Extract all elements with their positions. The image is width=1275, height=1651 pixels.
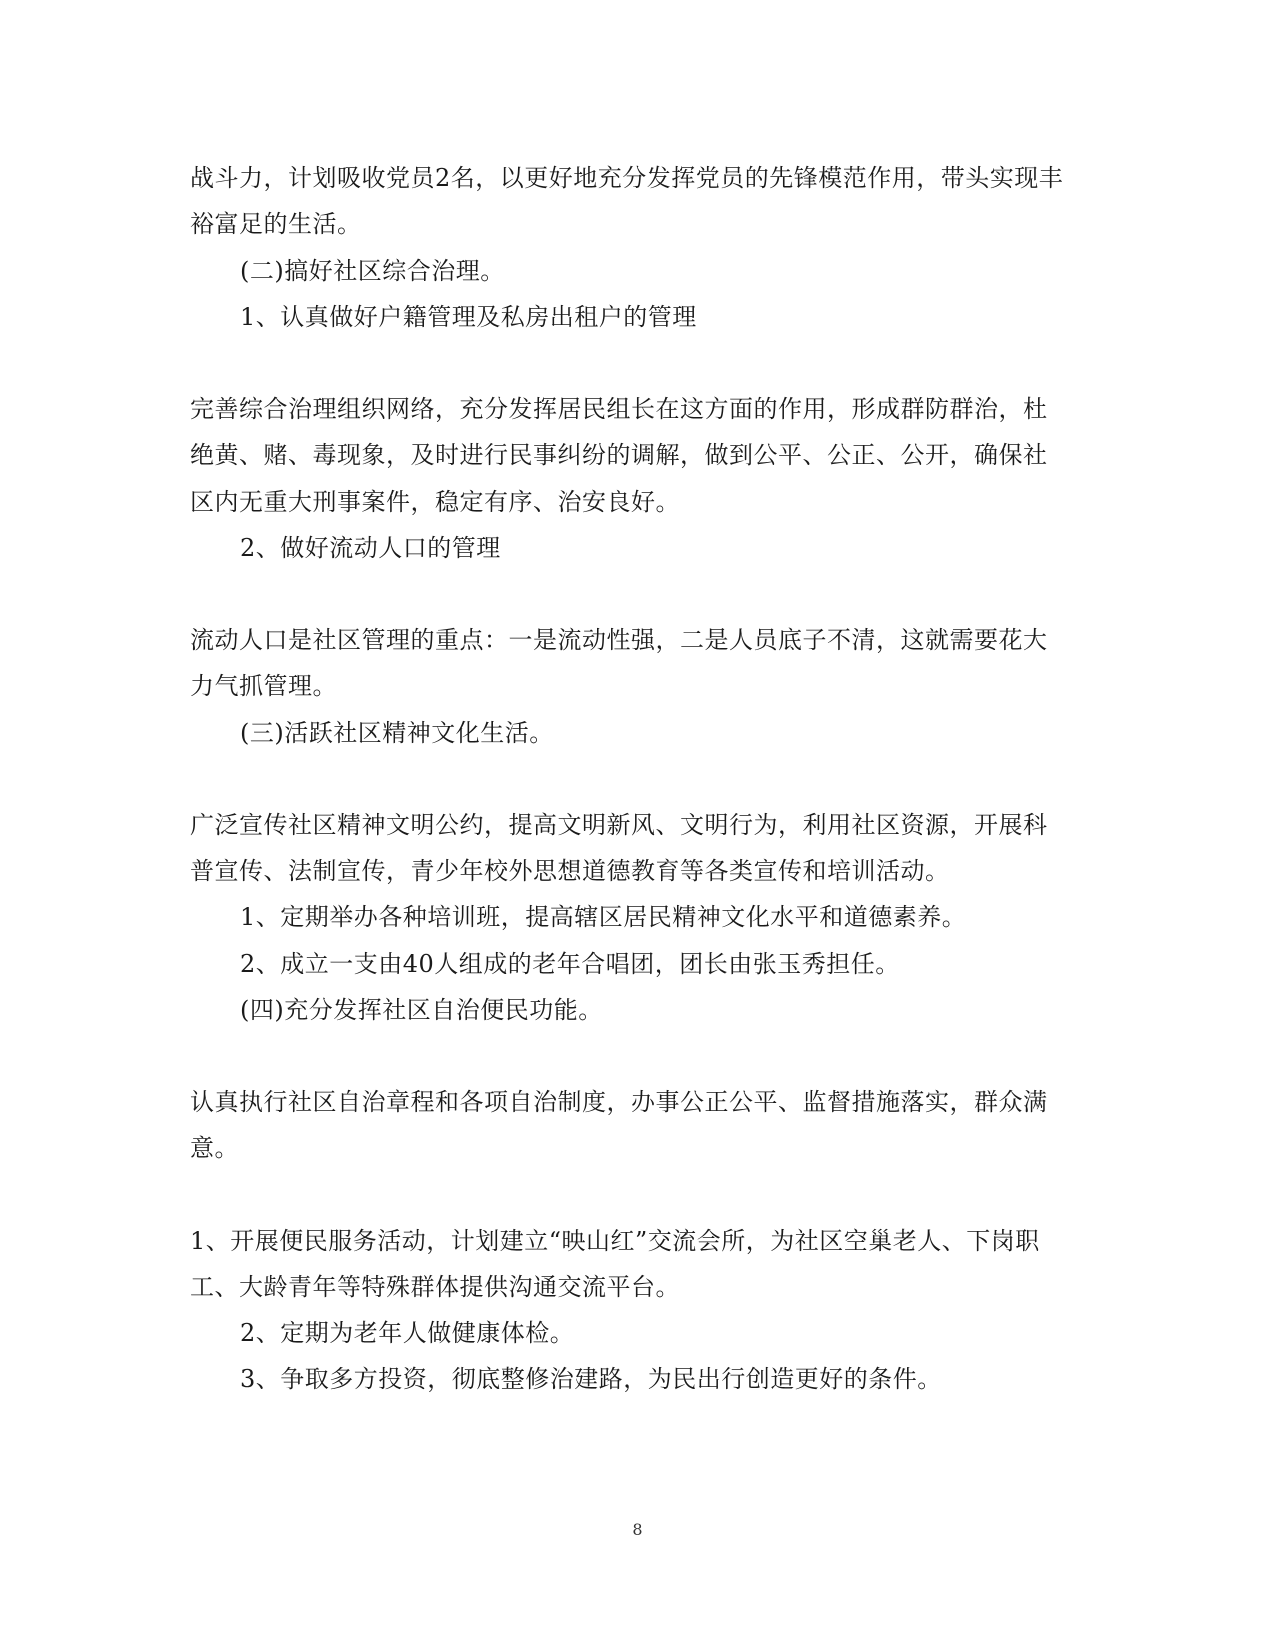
- paragraph-line: 认真执行社区自治章程和各项自治制度，办事公正公平、监督措施落实，群众满: [190, 1088, 1048, 1116]
- paragraph-line: 广泛宣传社区精神文明公约，提高文明新风、文明行为，利用社区资源，开展科: [190, 811, 1048, 839]
- list-item: 2、定期为老年人做健康体检。: [240, 1319, 575, 1347]
- paragraph-line: 普宣传、法制宣传，青少年校外思想道德教育等各类宣传和培训活动。: [190, 857, 950, 885]
- list-item: 1、定期举办各种培训班，提高辖区居民精神文化水平和道德素养。: [240, 903, 967, 931]
- list-item: 2、成立一支由40人组成的老年合唱团，团长由张玉秀担任。: [240, 950, 900, 978]
- list-item: 2、做好流动人口的管理: [240, 534, 501, 562]
- paragraph-line: 流动人口是社区管理的重点：一是流动性强，二是人员底子不清，这就需要花大: [190, 626, 1048, 654]
- paragraph-line: 1、开展便民服务活动，计划建立“映山红”交流会所，为社区空巢老人、下岗职: [190, 1227, 1040, 1255]
- section-heading: (四)充分发挥社区自治便民功能。: [240, 996, 603, 1024]
- paragraph-line: 绝黄、赌、毒现象，及时进行民事纠纷的调解，做到公平、公正、公开，确保社: [190, 441, 1048, 469]
- paragraph-line: 完善综合治理组织网络，充分发挥居民组长在这方面的作用，形成群防群治，杜: [190, 395, 1048, 423]
- list-item: 1、认真做好户籍管理及私房出租户的管理: [240, 303, 697, 331]
- paragraph-line: 工、大龄青年等特殊群体提供沟通交流平台。: [190, 1273, 680, 1301]
- section-heading: (三)活跃社区精神文化生活。: [240, 719, 554, 747]
- paragraph-line: 战斗力，计划吸收党员2名，以更好地充分发挥党员的先锋模范作用，带头实现丰: [190, 164, 1064, 192]
- paragraph-line: 意。: [190, 1134, 239, 1162]
- paragraph-line: 区内无重大刑事案件，稳定有序、治安良好。: [190, 488, 680, 516]
- page-number: 8: [632, 1520, 643, 1539]
- paragraph-line: 力气抓管理。: [190, 672, 337, 700]
- list-item: 3、争取多方投资，彻底整修治建路，为民出行创造更好的条件。: [240, 1365, 942, 1393]
- paragraph-line: 裕富足的生活。: [190, 210, 362, 238]
- section-heading: (二)搞好社区综合治理。: [240, 257, 505, 285]
